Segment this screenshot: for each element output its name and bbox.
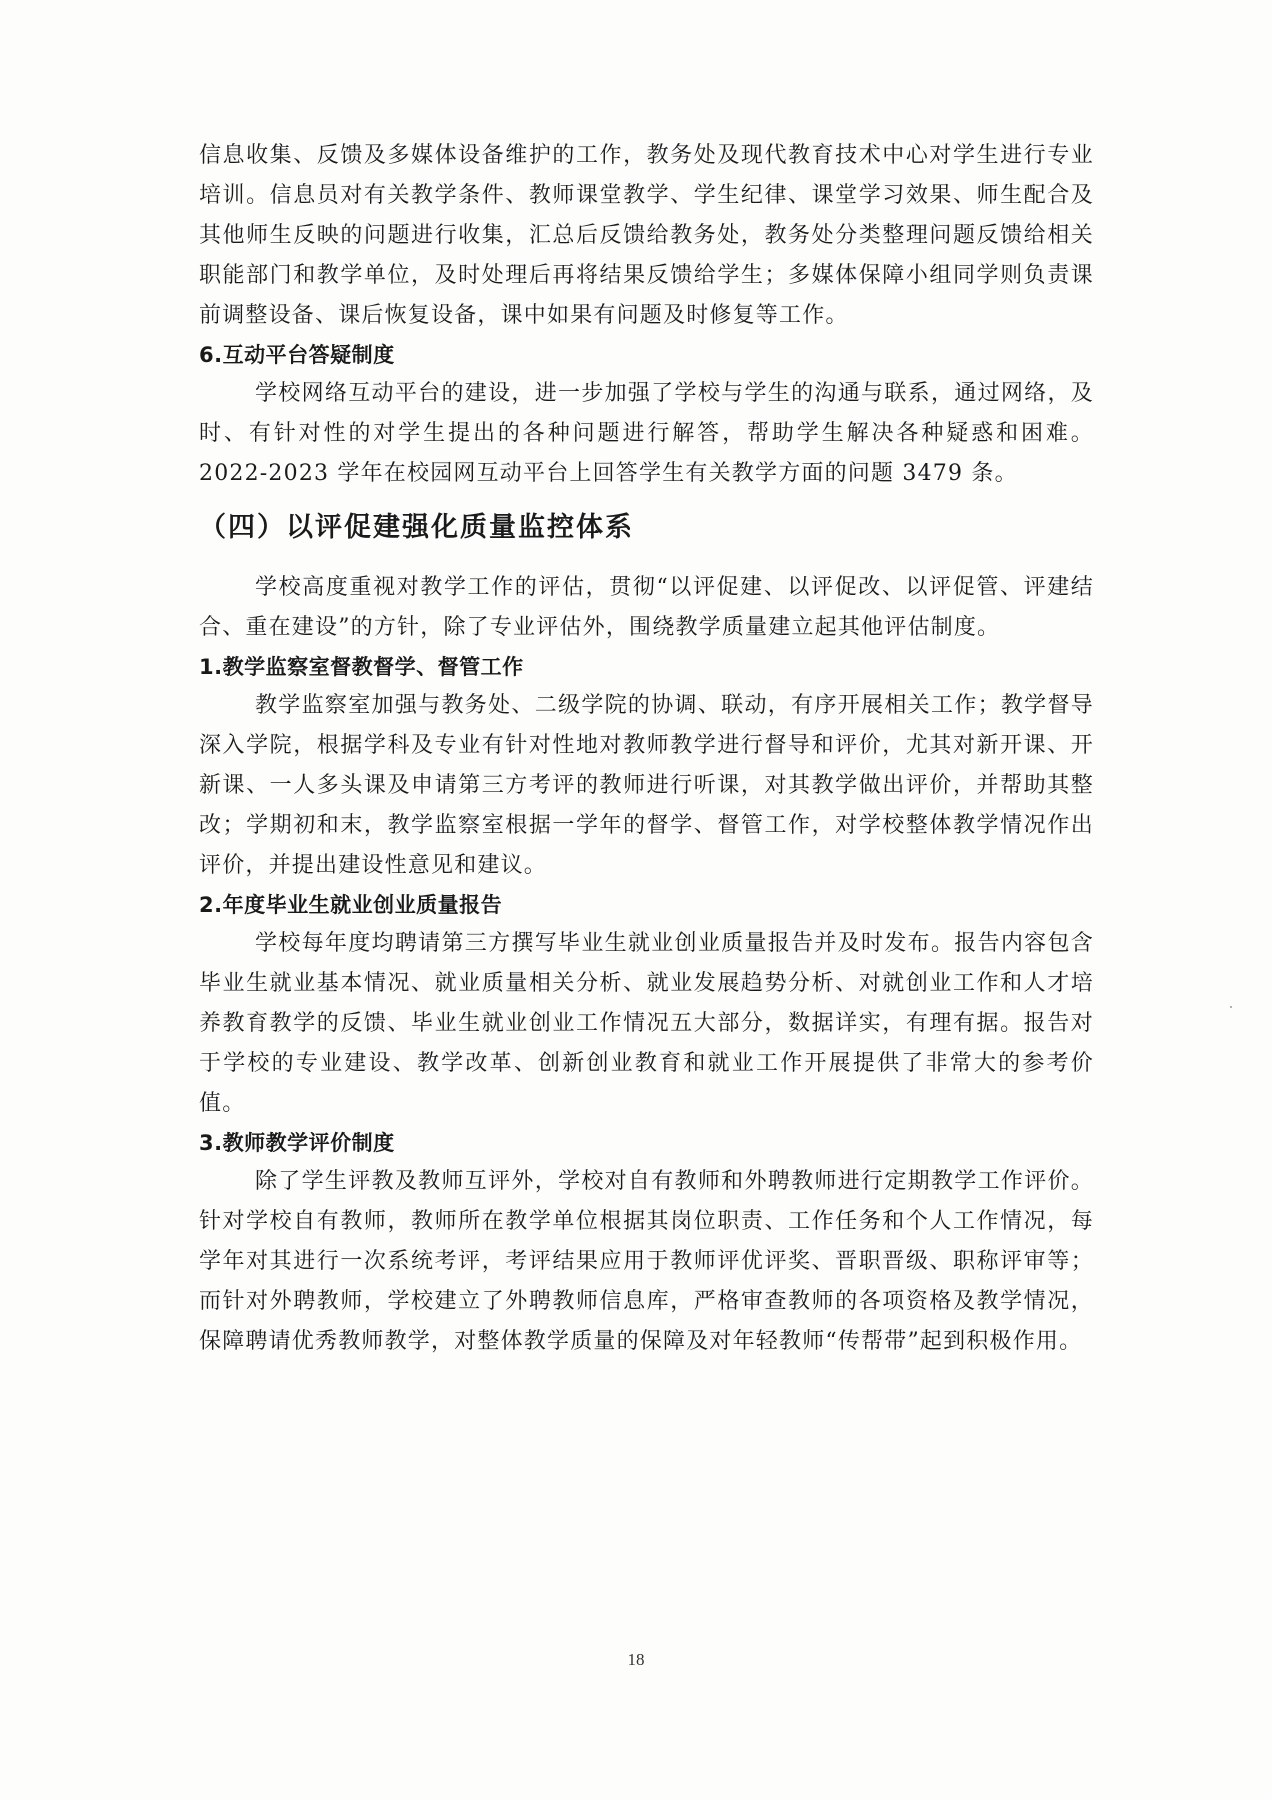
heading-interactive-platform: 6.互动平台答疑制度 bbox=[199, 343, 395, 367]
paragraph-teaching-supervision: 教学监察室加强与教务处、二级学院的协调、联动，有序开展相关工作；教学督导深入学院，根据学科及专业有针对性地对教师教学进行督导和评价，尤其对新开课、开新课、一人多头课及申请第三方考评的教师进行听课，对其教学做出评价，并帮助其整改；学期初和末，教学监察室根据一学年的督学、督管工作，对学校整体教学情况作出评价，并提出建设性意见和建议。 bbox=[199, 693, 1094, 878]
section-heading-quality-monitoring: （四）以评促建强化质量监控体系 bbox=[199, 512, 634, 543]
heading-teaching-supervision: 1.教学监察室督教督学、督管工作 bbox=[199, 655, 524, 679]
page-body bbox=[199, 136, 1094, 1362]
paragraph-interactive-platform: 学校网络互动平台的建设，进一步加强了学校与学生的沟通与联系，通过网络，及时、有针对性的对学生提出的各种问题进行解答，帮助学生解决各种疑惑和困难。2022-2023 学年在校园网互动平台上回答学生有关教学方面的问题 3479 条。 bbox=[199, 381, 1094, 486]
heading-teacher-evaluation: 3.教师教学评价制度 bbox=[199, 1131, 395, 1155]
heading-employment-report: 2.年度毕业生就业创业质量报告 bbox=[199, 893, 503, 917]
scan-speck bbox=[1230, 1006, 1232, 1008]
page-number: 18 bbox=[627, 1650, 645, 1669]
paragraph-evaluation-intro: 学校高度重视对教学工作的评估，贯彻“以评促建、以评促改、以评促管、评建结合、重在建设”的方针，除了专业评估外，围绕教学质量建立起其他评估制度。 bbox=[199, 575, 1094, 640]
paragraph-info-collection: 信息收集、反馈及多媒体设备维护的工作，教务处及现代教育技术中心对学生进行专业培训。信息员对有关教学条件、教师课堂教学、学生纪律、课堂学习效果、师生配合及其他师生反映的问题进行收集，汇总后反馈给教务处，教务处分类整理问题反馈给相关职能部门和教学单位，及时处理后再将结果反馈给学生；多媒体保障小组同学则负责课前调整设备、课后恢复设备，课中如果有问题及时修复等工作。 bbox=[199, 143, 1094, 328]
paragraph-employment-report: 学校每年度均聘请第三方撰写毕业生就业创业质量报告并及时发布。报告内容包含毕业生就业基本情况、就业质量相关分析、就业发展趋势分析、对就创业工作和人才培养教育教学的反馈、毕业生就业创业工作情况五大部分，数据详实，有理有据。报告对于学校的专业建设、教学改革、创新创业教育和就业工作开展提供了非常大的参考价值。 bbox=[199, 931, 1094, 1116]
paragraph-teacher-evaluation: 除了学生评教及教师互评外，学校对自有教师和外聘教师进行定期教学工作评价。针对学校自有教师，教师所在教学单位根据其岗位职责、工作任务和个人工作情况，每学年对其进行一次系统考评，考评结果应用于教师评优评奖、晋职晋级、职称评审等；而针对外聘教师，学校建立了外聘教师信息库，严格审查教师的各项资格及教学情况，保障聘请优秀教师教学，对整体教学质量的保障及对年轻教师“传帮带”起到积极作用。 bbox=[199, 1169, 1094, 1354]
